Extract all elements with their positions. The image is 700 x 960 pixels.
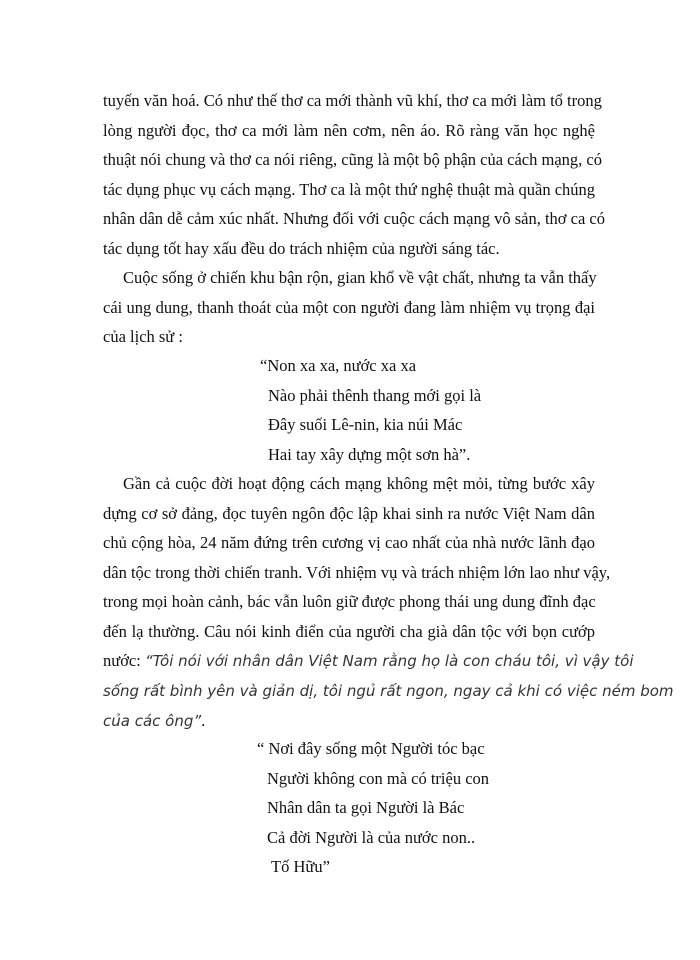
paragraph-3 <box>103 469 674 737</box>
poem-line: Hai tay xây dựng một sơn hà”. <box>268 444 471 464</box>
poem-line: Người không con mà có triệu con <box>267 768 490 788</box>
paragraph-line: chủ cộng hòa, 24 năm đứng trên cương vị cao nhất của nhà nước lãnh đạo <box>103 533 595 552</box>
paragraph-line: trong mọi hoàn cảnh, bác vẫn luôn giữ được phong thái ung dung đĩnh đạc <box>103 592 596 611</box>
paragraph-line: cái ung dung, thanh thoát của một con người đang làm nhiệm vụ trọng đại <box>103 297 595 317</box>
quote-lead: nước: <box>103 651 145 670</box>
quote-text: “Tôi nói với nhân dân Việt Nam rằng họ là con cháu tôi, vì vậy tôi <box>144 652 634 670</box>
quote-text: sống rất bình yên và giản dị, tôi ngủ rất ngon, ngay cả khi có việc ném bom <box>103 681 674 700</box>
quote-line <box>103 706 595 737</box>
paragraph-line: Cuộc sống ở chiến khu bận rộn, gian khổ về vật chất, nhưng ta vẫn thấy <box>123 268 597 287</box>
paragraph-line: dân tộc trong thời chiến tranh. Với nhiệm vụ và trách nhiệm lớn lao như vậy, <box>103 562 611 582</box>
poem-author: Tố Hữu” <box>271 857 330 876</box>
quote-line <box>103 646 634 677</box>
paragraph-line: của lịch sử : <box>103 327 183 346</box>
paragraph-line: tác dụng tốt hay xấu đều do trách nhiệm của người sáng tác. <box>103 238 500 258</box>
paragraph-line: tuyến văn hoá. Có như thế thơ ca mới thành vũ khí, thơ ca mới làm tổ trong <box>103 91 602 110</box>
paragraph-line: tác dụng phục vụ cách mạng. Thơ ca là một thứ nghệ thuật mà quần chúng <box>103 179 596 199</box>
poem-line: Cả đời Người là của nước non.. <box>267 827 476 847</box>
paragraph-line: đến lạ thường. Câu nói kinh điển của người cha già dân tộc với bọn cướp <box>103 621 595 641</box>
paragraph-line: dựng cơ sở đảng, đọc tuyên ngôn độc lập khai sinh ra nước Việt Nam dân <box>103 503 595 523</box>
quote-end: . <box>201 711 206 730</box>
paragraph-1 <box>103 86 605 263</box>
poem-line: Nhân dân ta gọi Người là Bác <box>267 798 465 817</box>
paragraph-line: nhân dân dễ cảm xúc nhất. Nhưng đối với cuộc cách mạng vô sản, thơ ca có <box>103 209 605 228</box>
paragraph-2 <box>103 263 595 352</box>
paragraph-line: Gần cả cuộc đời hoạt động cách mạng không mệt mỏi, từng bước xây <box>123 474 595 493</box>
poem-line: Nào phải thênh thang mới gọi là <box>268 385 482 405</box>
poem-line: “Non xa xa, nước xa xa <box>260 356 417 375</box>
poem-line: Đây suối Lê-nin, kia núi Mác <box>268 415 463 434</box>
poem-2 <box>257 734 489 882</box>
paragraph-line: thuật nói chung và thơ ca nói riêng, cũng là một bộ phận của cách mạng, có <box>103 150 602 169</box>
poem-1 <box>260 351 481 469</box>
quote-text: của các ông” <box>103 712 202 730</box>
poem-line: “ Nơi đây sống một Người tóc bạc <box>257 739 485 758</box>
paragraph-line: lòng người đọc, thơ ca mới làm nên cơm, nên áo. Rõ ràng văn học nghệ <box>103 120 595 140</box>
